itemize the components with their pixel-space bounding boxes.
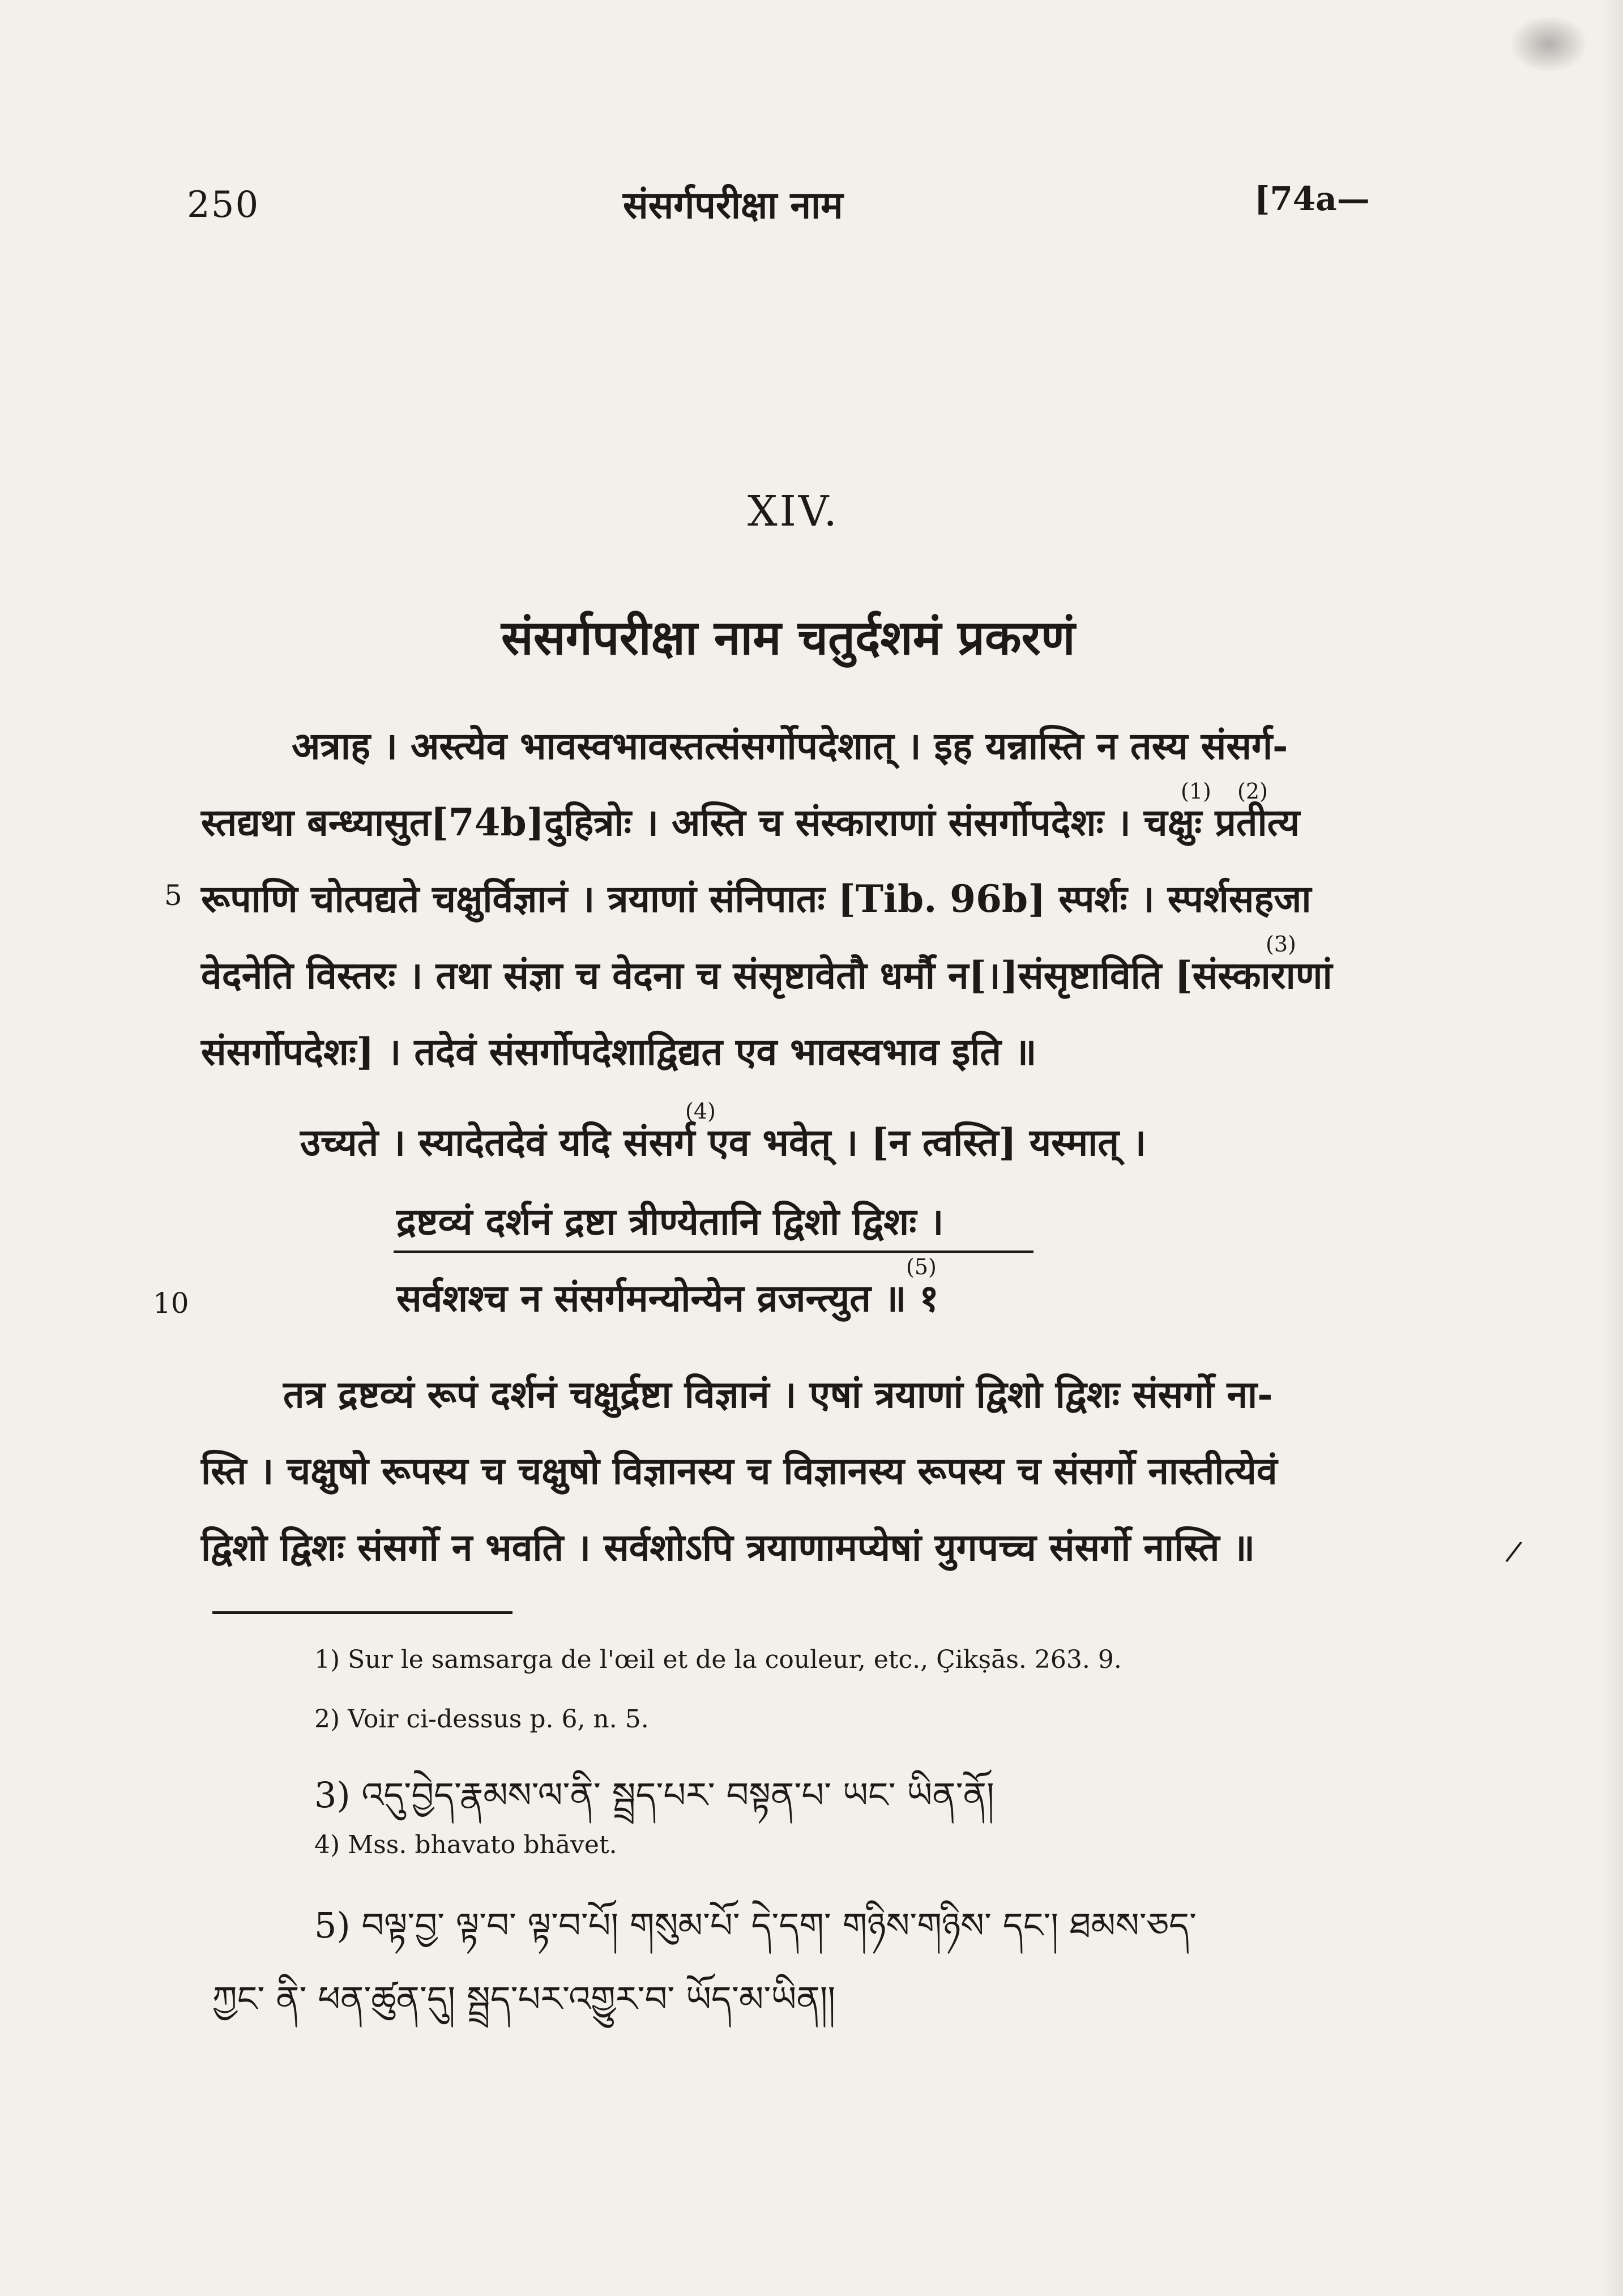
page-edge-shadow — [1600, 0, 1623, 2296]
footnote: 2) Voir ci-dessus p. 6, n. 5. — [314, 1705, 649, 1734]
page-header — [0, 173, 1623, 241]
body-line: वेदनेति विस्तरः । तथा संज्ञा च वेदना च संसृष्टावेतौ धर्मौ न[।]संसृष्टाविति [संस्काराणां — [201, 953, 1332, 997]
verse-line: द्रष्टव्यं दर्शनं द्रष्टा त्रीण्येतानि द्विशो द्विशः । — [396, 1200, 944, 1244]
folio-reference: [74a— — [1254, 180, 1370, 218]
verse-line: सर्वशश्च न संसर्गमन्योन्येन व्रजन्त्युत ॥ १ — [396, 1276, 939, 1320]
footnote-continuation: ཀྱང་ ནི་ ཕན་ཚུན་དུ། སྦྲད་པར་འགྱུར་བ་ ཡོད་མ་ཡིན།། — [212, 1978, 836, 2020]
footnote: 3) འདུ་བྱེད་རྣམས་ལ་ནི་ སྦྲད་པར་ བསྟན་པ་ ཡང་ ཡིན་ནོ། — [314, 1774, 994, 1816]
note-mark: (3) — [1266, 932, 1296, 957]
note-mark: (5) — [906, 1254, 937, 1279]
body-line: स्ति । चक्षुषो रूपस्य च चक्षुषो विज्ञानस्य च विज्ञानस्य रूपस्य च संसर्गो नास्तीत्येवं — [201, 1449, 1278, 1493]
page-number: 250 — [187, 184, 260, 226]
body-line: स्तद्यथा बन्ध्यासुत[74b]दुहित्रोः । अस्ति च संस्काराणां संसर्गोपदेशः । चक्षुः प्रतीत्य — [201, 800, 1300, 844]
chapter-title: संसर्गपरीक्षा नाम चतुर्दशमं प्रकरणं — [501, 609, 1075, 665]
note-mark: (4) — [685, 1099, 716, 1124]
running-title: संसर्गपरीक्षा नाम — [623, 183, 843, 227]
scan-noise — [1512, 17, 1586, 71]
body-line: अत्राह । अस्त्येव भावस्वभावस्तत्संसर्गोपदेशात् । इह यन्नास्ति न तस्य संसर्ग- — [292, 724, 1288, 768]
body-line: उच्यते । स्यादेतदेवं यदि संसर्ग एव भवेत् । [न त्वस्ति] यस्मात् । — [300, 1120, 1146, 1164]
note-mark: (2) — [1237, 779, 1268, 804]
body-line: रूपाणि चोत्पद्यते चक्षुर्विज्ञानं । त्रयाणां संनिपातः [Tib. 96b] स्पर्शः । स्पर्शसहजा — [201, 877, 1312, 921]
line-number: 10 — [153, 1287, 189, 1320]
line-number: 5 — [164, 879, 182, 912]
body-line: तत्र द्रष्टव्यं रूपं दर्शनं चक्षुर्द्रष्टा विज्ञानं । एषां त्रयाणां द्विशो द्विशः संसर्गो ना- — [283, 1372, 1273, 1416]
note-mark: (1) — [1181, 779, 1211, 804]
footnote-rule — [212, 1611, 512, 1614]
body-line: संसर्गोपदेशः] । तदेवं संसर्गोपदेशाद्विद्यत एव भावस्वभाव इति ॥ — [201, 1030, 1037, 1074]
verse-rule — [394, 1251, 1033, 1253]
footnote: 4) Mss. bhavato bhāvet. — [314, 1830, 617, 1859]
footnote: 5) བལྟ་བྱ་ ལྟ་བ་ ལྟ་བ་པོ། གསུམ་པོ་ དེ་དག་ གཉིས་གཉིས་ དང་། ཐམས་ཅད་ — [314, 1905, 1197, 1946]
chapter-number: XIV. — [748, 487, 839, 536]
footnote: 1) Sur le samsarga de l'œil et de la couleur, etc., Çikṣās. 263. 9. — [314, 1645, 1122, 1674]
body-line: द्विशो द्विशः संसर्गो न भवति । सर्वशोऽपि त्रयाणामप्येषां युगपच्च संसर्गो नास्ति ॥ — [201, 1525, 1255, 1569]
stray-mark: / — [1504, 1534, 1524, 1569]
